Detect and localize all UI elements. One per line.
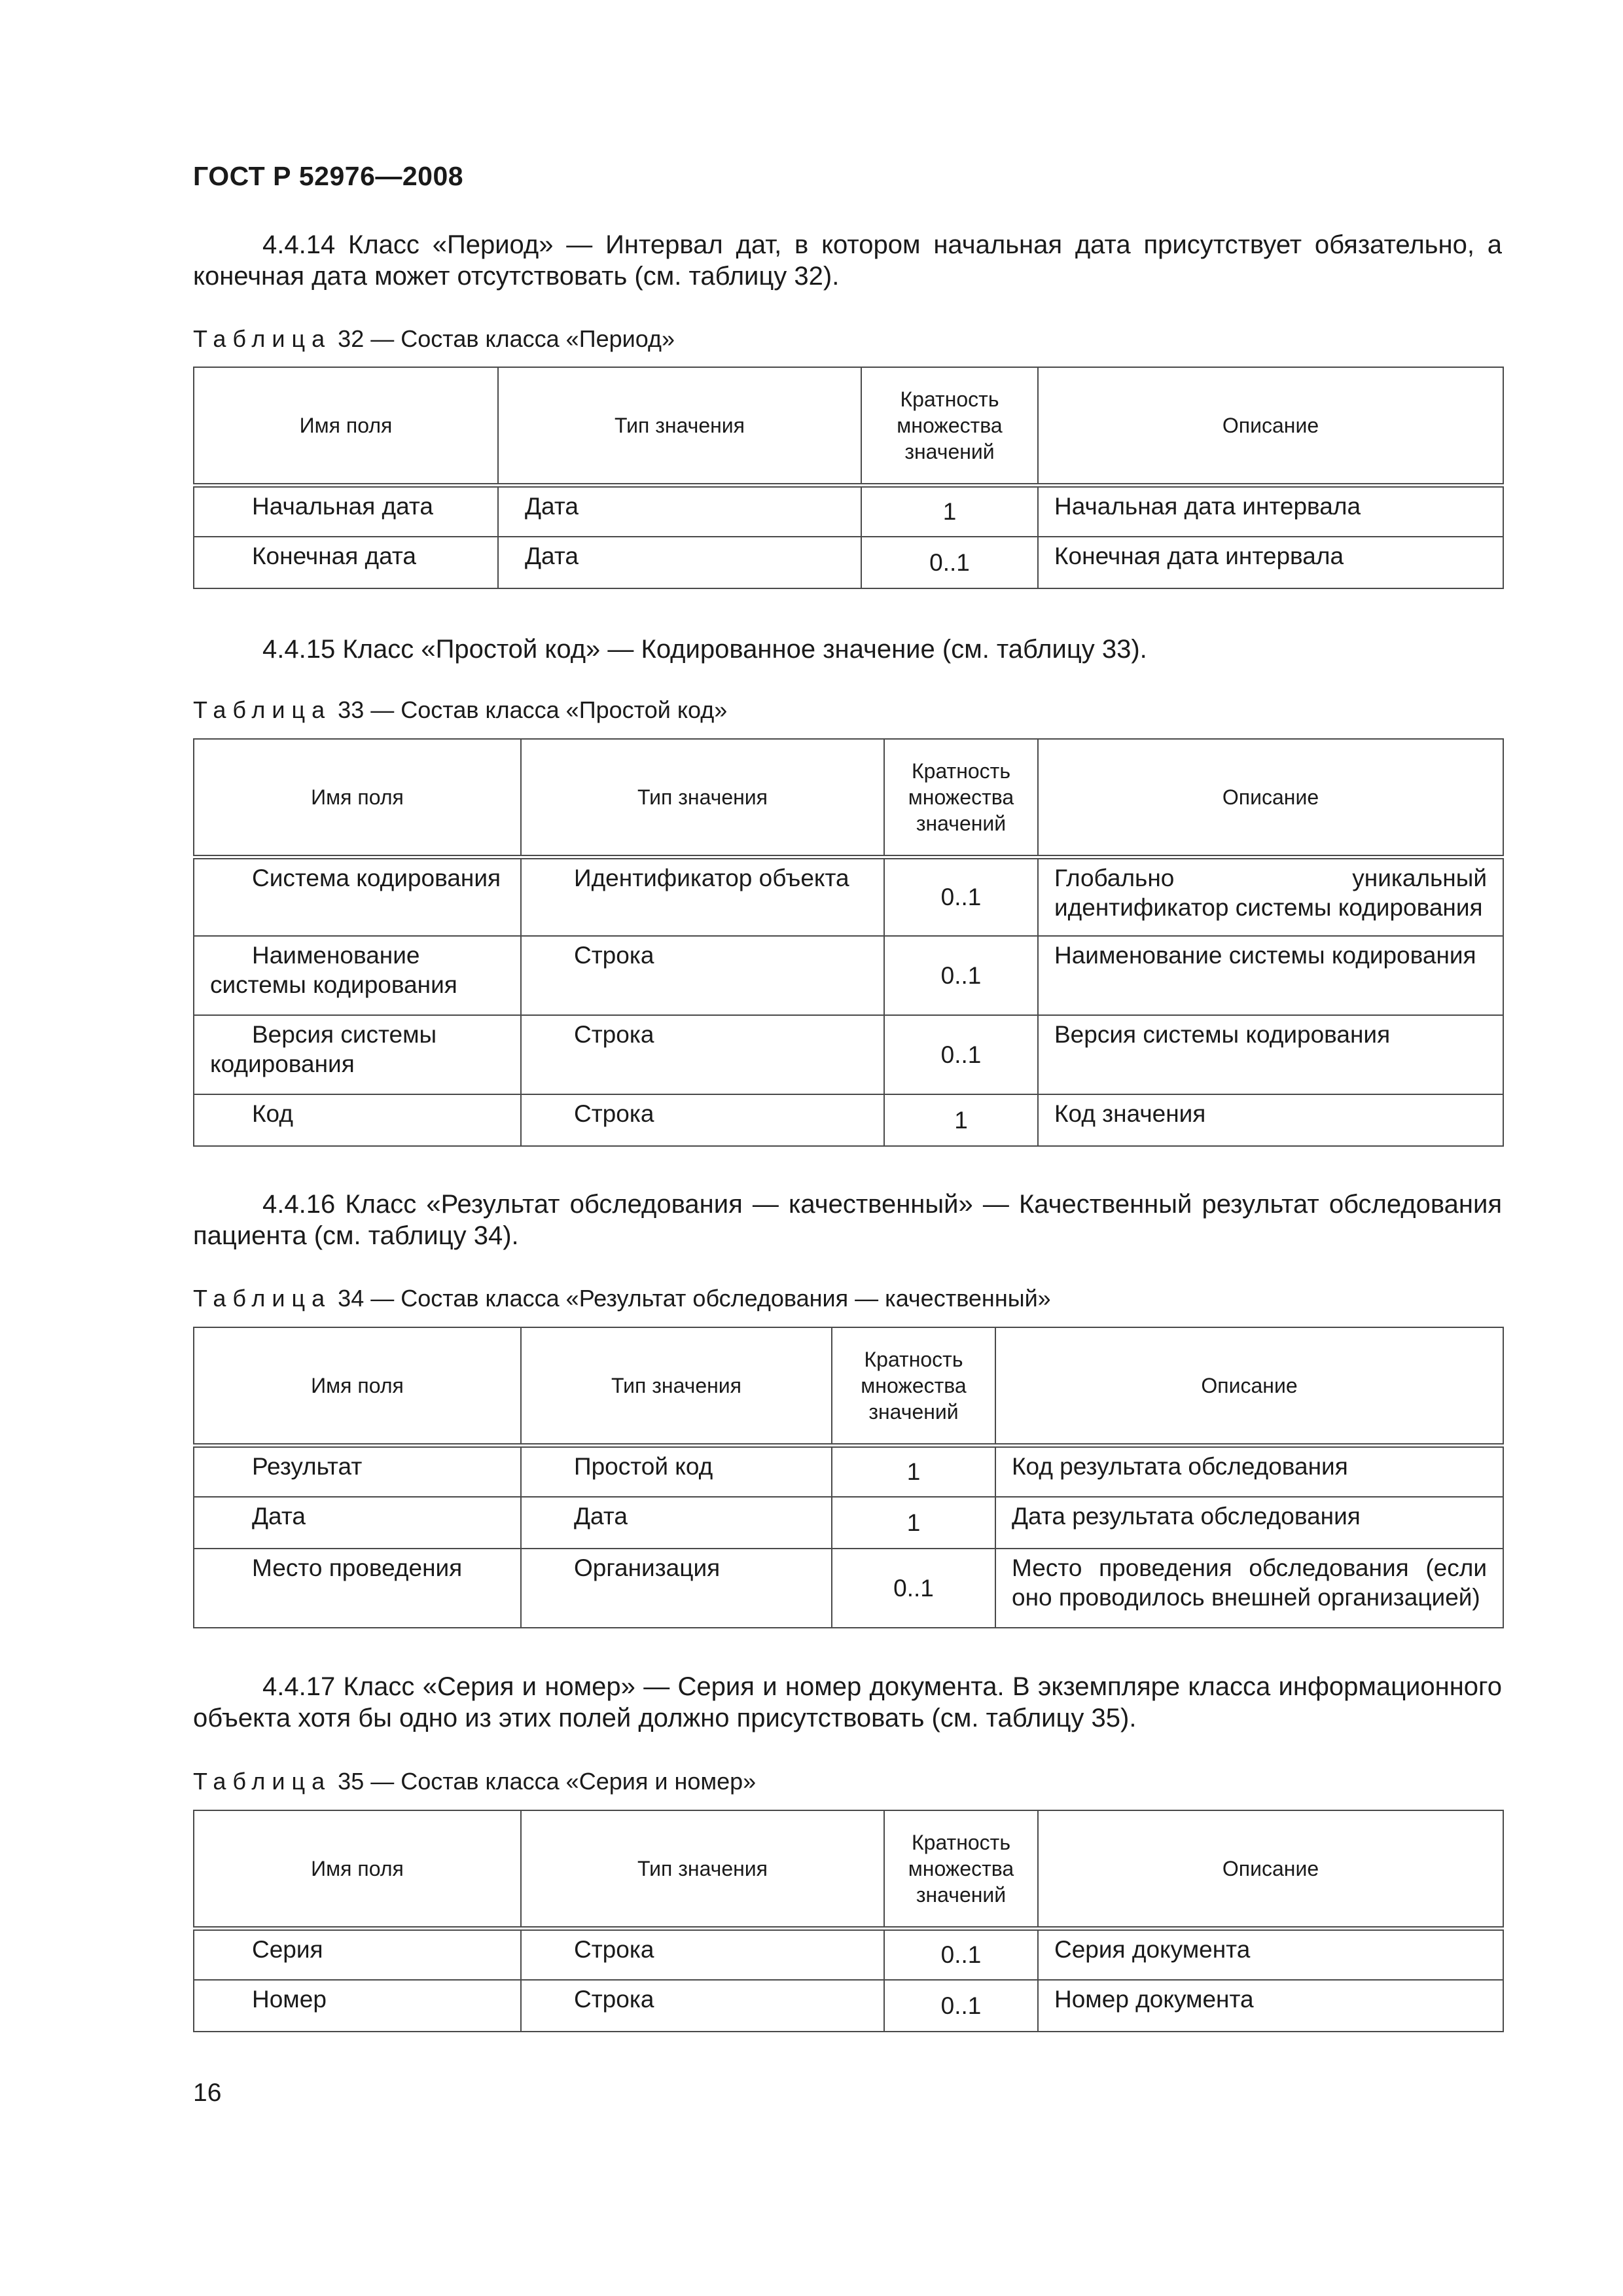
table-32 [193, 367, 1504, 589]
table-row: Результат Простой код 1 Код результата обследования [194, 1445, 1503, 1497]
table-row: Конечная дата Дата 0..1 Конечная дата интервала [194, 537, 1503, 588]
paragraph-4-4-17: 4.4.17 Класс «Серия и номер» — Серия и номер документа. В экземпляре класса информационного объекта хотя бы одно из этих полей должно присутствовать (см. таблицу 35). [193, 1672, 1502, 1732]
table-row: Наименование системы кодирования Строка 0..1 Наименование системы кодирования [194, 936, 1503, 1015]
table-34 [193, 1327, 1504, 1628]
paragraph-4-4-15: 4.4.15 Класс «Простой код» — Кодированное значение (см. таблицу 33). [262, 635, 1147, 664]
col-header-value-type: Тип значения [521, 1327, 832, 1445]
col-header-field-name: Имя поля [194, 1810, 521, 1928]
col-header-cardinality: Кратность множества значений [832, 1327, 995, 1445]
table-34-caption: Таблица 34 — Состав класса «Результат обследования — качественный» [193, 1285, 1051, 1312]
table-row: Версия системы кодирования Строка 0..1 Версия системы кодирования [194, 1015, 1503, 1094]
col-header-cardinality: Кратность множества значений [884, 739, 1038, 857]
table-33-caption: Таблица 33 — Состав класса «Простой код» [193, 696, 728, 723]
paragraph-4-4-16: 4.4.16 Класс «Результат обследования — качественный» — Качественный результат обследования пациента (см. таблицу 34). [193, 1190, 1502, 1250]
document-header: ГОСТ Р 52976—2008 [193, 161, 464, 191]
col-header-cardinality: Кратность множества значений [861, 367, 1038, 485]
col-header-field-name: Имя поля [194, 1327, 521, 1445]
table-row: Код Строка 1 Код значения [194, 1094, 1503, 1146]
table-33 [193, 738, 1504, 1147]
table-row: Номер Строка 0..1 Номер документа [194, 1980, 1503, 2032]
col-header-value-type: Тип значения [521, 739, 884, 857]
table-row: Система кодирования Идентификатор объекта 0..1 Глобально уникальный идентификатор системы кодирования [194, 857, 1503, 936]
paragraph-4-4-14: 4.4.14 Класс «Период» — Интервал дат, в котором начальная дата присутствует обязательно, а конечная дата может отсутствовать (см. таблицу 32). [193, 230, 1502, 291]
col-header-description: Описание [1038, 367, 1503, 485]
col-header-value-type: Тип значения [521, 1810, 884, 1928]
col-header-cardinality: Кратность множества значений [884, 1810, 1038, 1928]
col-header-description: Описание [1038, 1810, 1503, 1928]
table-35-caption: Таблица 35 — Состав класса «Серия и номер» [193, 1768, 757, 1795]
col-header-description: Описание [1038, 739, 1503, 857]
col-header-description: Описание [995, 1327, 1503, 1445]
table-row: Дата Дата 1 Дата результата обследования [194, 1497, 1503, 1549]
col-header-value-type: Тип значения [498, 367, 861, 485]
table-row: Место проведения Организация 0..1 Место проведения обследования (если оно проводилось внешней организацией) [194, 1549, 1503, 1628]
table-35 [193, 1810, 1504, 2032]
table-row: Серия Строка 0..1 Серия документа [194, 1928, 1503, 1980]
col-header-field-name: Имя поля [194, 739, 521, 857]
table-32-caption: Таблица 32 — Состав класса «Период» [193, 325, 675, 352]
table-row: Начальная дата Дата 1 Начальная дата интервала [194, 485, 1503, 537]
col-header-field-name: Имя поля [194, 367, 498, 485]
page-number: 16 [193, 2079, 222, 2107]
